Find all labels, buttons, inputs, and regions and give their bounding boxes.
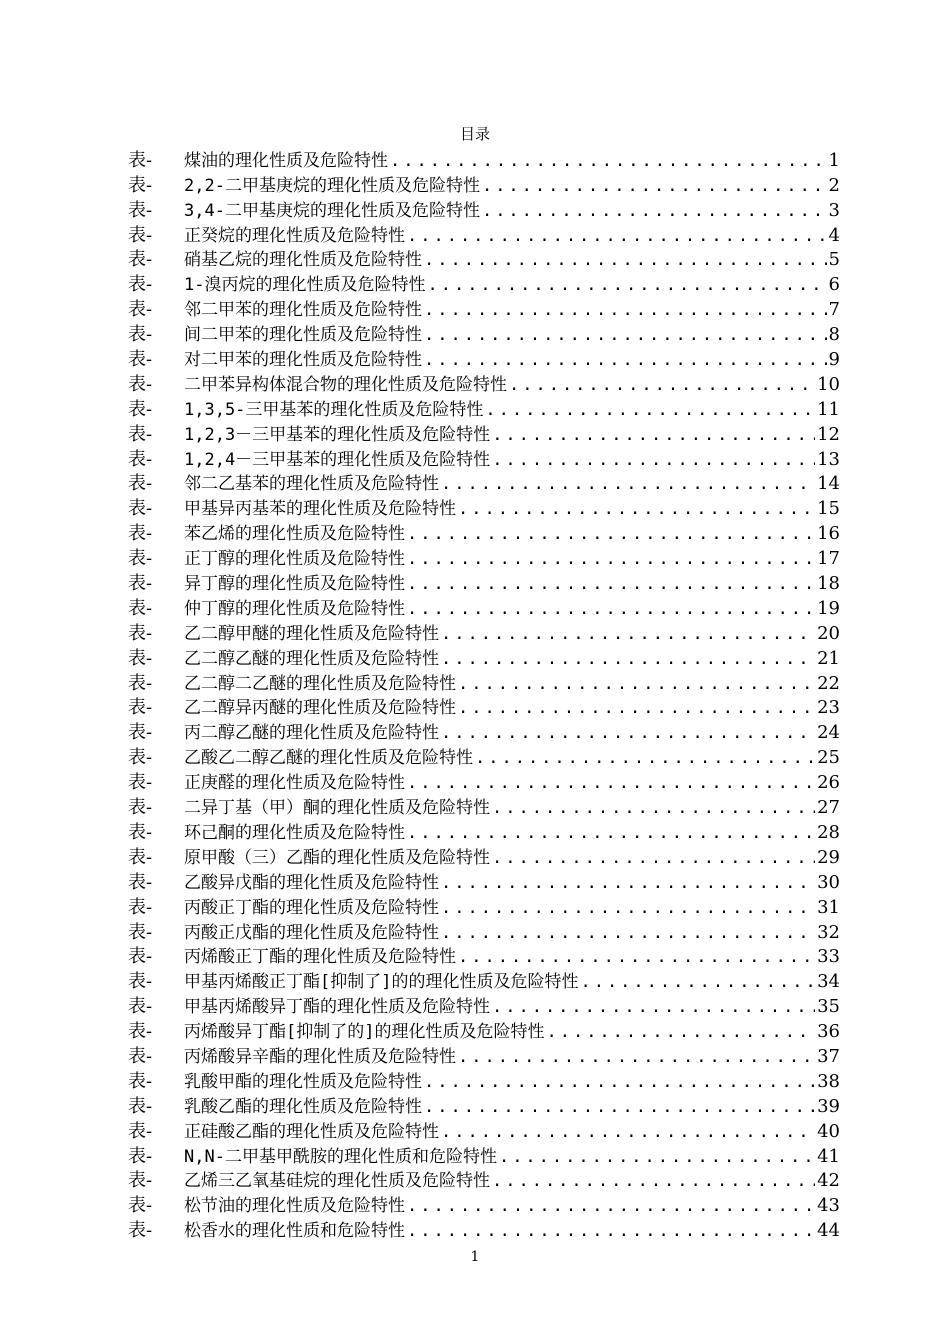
toc-entry-title: 丙酸正丁酯的理化性质及危险特性	[184, 897, 439, 918]
toc-entry-title: 松节油的理化性质及危险特性	[184, 1196, 405, 1217]
toc-entry[interactable]	[128, 671, 840, 696]
toc-entry-page-number: 28	[817, 821, 840, 843]
toc-entry-page-number: 24	[817, 722, 840, 744]
toc-entry-prefix: 表-	[128, 996, 153, 1018]
toc-entry-page-number: 14	[817, 473, 840, 495]
toc-entry-title: 丙酸正戊酯的理化性质及危险特性	[184, 922, 439, 943]
toc-dot-leader	[492, 995, 815, 1019]
toc-entry-page-number: 25	[817, 747, 840, 769]
toc-entry-title: 松香水的理化性质和危险特性	[184, 1221, 405, 1242]
toc-entry-page-number: 37	[817, 1045, 840, 1067]
toc-entry-title: 丙烯酸异辛酯的理化性质及危险特性	[184, 1046, 456, 1067]
toc-entry[interactable]	[128, 297, 840, 322]
toc-title: 目录	[459, 125, 490, 143]
toc-entry-prefix: 表-	[128, 349, 153, 371]
toc-entry-title: 1-溴丙烷的理化性质及危险特性	[184, 275, 426, 296]
toc-entry-title: 煤油的理化性质及危险特性	[184, 150, 388, 171]
toc-entry-prefix: 表-	[128, 299, 153, 321]
toc-dot-leader	[407, 572, 815, 596]
toc-entry-page-number: 39	[817, 1095, 840, 1117]
toc-entry-prefix: 表-	[128, 523, 153, 545]
toc-entry[interactable]	[128, 447, 840, 472]
toc-entry-prefix: 表-	[128, 672, 153, 694]
toc-entry-page-number: 5	[828, 249, 840, 271]
toc-entry-prefix: 表-	[128, 224, 153, 246]
toc-entry-prefix: 表-	[128, 1045, 153, 1067]
toc-entry-title: 3,4-二甲基庚烷的理化性质及危险特性	[184, 200, 480, 221]
toc-dot-leader	[407, 821, 815, 845]
toc-entry-title: 乙二醇异丙醚的理化性质及危险特性	[184, 698, 456, 719]
toc-entry-prefix: 表-	[128, 548, 153, 570]
toc-entry[interactable]	[128, 969, 840, 994]
toc-dot-leader	[424, 323, 827, 347]
toc-entry-prefix: 表-	[128, 1170, 153, 1192]
toc-entry[interactable]	[128, 546, 840, 571]
toc-entry[interactable]	[128, 646, 840, 671]
toc-entry-title: 对二甲苯的理化性质及危险特性	[184, 350, 422, 371]
toc-entry[interactable]	[128, 895, 840, 920]
toc-entry-title: 乳酸甲酯的理化性质及危险特性	[184, 1071, 422, 1092]
toc-entry[interactable]	[128, 1218, 840, 1243]
toc-entry-prefix: 表-	[128, 821, 153, 843]
toc-entry-page-number: 13	[817, 448, 840, 470]
toc-entry-page-number: 35	[817, 996, 840, 1018]
toc-entry[interactable]	[128, 596, 840, 621]
toc-entry-prefix: 表-	[128, 1095, 153, 1117]
toc-entry[interactable]	[128, 1119, 840, 1144]
toc-entry-prefix: 表-	[128, 697, 153, 719]
toc-entry-prefix: 表-	[128, 398, 153, 420]
toc-entry-page-number: 18	[817, 573, 840, 595]
toc-entry-prefix: 表-	[128, 797, 153, 819]
toc-entry-page-number: 16	[817, 523, 840, 545]
toc-entry-page-number: 21	[817, 647, 840, 669]
toc-dot-leader	[458, 497, 815, 521]
toc-dot-leader	[458, 945, 815, 969]
toc-entry-title: 环己酮的理化性质及危险特性	[184, 822, 405, 843]
toc-entry[interactable]	[128, 745, 840, 770]
toc-entry-page-number: 1	[828, 149, 840, 171]
toc-entry-prefix: 表-	[128, 921, 153, 943]
toc-entry[interactable]	[128, 198, 840, 223]
toc-entry[interactable]	[128, 322, 840, 347]
toc-dot-leader	[499, 1145, 815, 1169]
toc-entry-page-number: 7	[828, 299, 840, 321]
toc-entry-title: 1,3,5-三甲基苯的理化性质及危险特性	[184, 399, 484, 420]
toc-entry-title: 2,2-二甲基庚烷的理化性质及危险特性	[184, 175, 480, 196]
toc-entry-page-number: 40	[817, 1120, 840, 1142]
toc-entry[interactable]	[128, 472, 840, 497]
toc-dot-leader	[427, 273, 826, 297]
toc-entry-page-number: 9	[828, 349, 840, 371]
toc-entry[interactable]	[128, 920, 840, 945]
toc-dot-leader	[441, 472, 815, 496]
toc-entry-page-number: 10	[817, 373, 840, 395]
toc-entry-page-number: 44	[817, 1220, 840, 1242]
toc-dot-leader	[458, 672, 815, 696]
toc-entry-title: 正丁醇的理化性质及危险特性	[184, 549, 405, 570]
toc-entry-title: 仲丁醇的理化性质及危险特性	[184, 598, 405, 619]
toc-dot-leader	[482, 174, 827, 198]
toc-entry-page-number: 19	[817, 597, 840, 619]
toc-entry-prefix: 表-	[128, 199, 153, 221]
toc-dot-leader	[441, 622, 815, 646]
toc-dot-leader	[407, 547, 815, 571]
toc-entry-title: 间二甲苯的理化性质及危险特性	[184, 325, 422, 346]
toc-entry-title: 乙酸乙二醇乙醚的理化性质及危险特性	[184, 748, 473, 769]
toc-entry-prefix: 表-	[128, 324, 153, 346]
toc-entry-title: N,N-二甲基甲酰胺的理化性质和危险特性	[184, 1146, 497, 1167]
toc-entry[interactable]	[128, 820, 840, 845]
toc-entry[interactable]	[128, 795, 840, 820]
toc-entry-page-number: 15	[817, 498, 840, 520]
toc-entry[interactable]	[128, 347, 840, 372]
toc-entry[interactable]	[128, 521, 840, 546]
toc-entry-title: 苯乙烯的理化性质及危险特性	[184, 524, 405, 545]
toc-dot-leader	[492, 1169, 815, 1193]
toc-entry[interactable]	[128, 696, 840, 721]
toc-entry-prefix: 表-	[128, 871, 153, 893]
toc-entry-prefix: 表-	[128, 747, 153, 769]
toc-dot-leader	[441, 921, 815, 945]
toc-dot-leader	[441, 721, 815, 745]
toc-entry-page-number: 20	[817, 622, 840, 644]
toc-entry-title: 乙二醇二乙醚的理化性质及危险特性	[184, 673, 456, 694]
toc-entry-title: 乙二醇甲醚的理化性质及危险特性	[184, 623, 439, 644]
toc-entry[interactable]	[128, 1044, 840, 1069]
toc-dot-leader	[424, 1095, 815, 1119]
toc-entry-prefix: 表-	[128, 1120, 153, 1142]
toc-entry-title: 甲基丙烯酸正丁酯[抑制了]的的理化性质及危险特性	[184, 972, 579, 993]
toc-entry-title: 正庚醛的理化性质及危险特性	[184, 773, 405, 794]
toc-entry-prefix: 表-	[128, 423, 153, 445]
toc-dot-leader	[485, 398, 815, 422]
toc-entry-title: 丙烯酸异丁酯[抑制了的]的理化性质及危险特性	[184, 1022, 545, 1043]
toc-entry[interactable]	[128, 994, 840, 1019]
toc-entry-prefix: 表-	[128, 498, 153, 520]
toc-entry-page-number: 22	[817, 672, 840, 694]
toc-entry-page-number: 12	[817, 423, 840, 445]
toc-entry-page-number: 17	[817, 548, 840, 570]
toc-entry-title: 硝基乙烷的理化性质及危险特性	[184, 250, 422, 271]
toc-entry-title: 正硅酸乙酯的理化性质及危险特性	[184, 1121, 439, 1142]
toc-entry-prefix: 表-	[128, 896, 153, 918]
toc-entry[interactable]	[128, 571, 840, 596]
toc-dot-leader	[441, 871, 815, 895]
toc-entry[interactable]	[128, 1169, 840, 1194]
toc-dot-leader	[407, 522, 815, 546]
toc-entry[interactable]	[128, 770, 840, 795]
toc-entry-prefix: 表-	[128, 622, 153, 644]
toc-entry[interactable]	[128, 148, 840, 173]
toc-entry-prefix: 表-	[128, 971, 153, 993]
toc-entry-title: 乙烯三乙氧基硅烷的理化性质及危险特性	[184, 1171, 490, 1192]
toc-entry-page-number: 43	[817, 1195, 840, 1217]
toc-entry-prefix: 表-	[128, 846, 153, 868]
toc-dot-leader	[441, 1120, 815, 1144]
toc-entry-prefix: 表-	[128, 946, 153, 968]
toc-entry-prefix: 表-	[128, 274, 153, 296]
toc-dot-leader	[407, 771, 815, 795]
toc-dot-leader	[424, 348, 827, 372]
toc-entry-title: 正癸烷的理化性质及危险特性	[184, 225, 405, 246]
toc-entry-page-number: 32	[817, 921, 840, 943]
toc-dot-leader	[441, 647, 815, 671]
toc-entry-prefix: 表-	[128, 1195, 153, 1217]
toc-entry[interactable]	[128, 845, 840, 870]
toc-entry-title: 邻二乙基苯的理化性质及危险特性	[184, 474, 439, 495]
toc-entry-title: 邻二甲苯的理化性质及危险特性	[184, 300, 422, 321]
toc-dot-leader	[407, 597, 815, 621]
toc-entry-page-number: 41	[817, 1145, 840, 1167]
toc-entry-prefix: 表-	[128, 1070, 153, 1092]
toc-entry-page-number: 34	[817, 971, 840, 993]
toc-entry-title: 乳酸乙酯的理化性质及危险特性	[184, 1096, 422, 1117]
toc-dot-leader	[458, 696, 815, 720]
toc-entry[interactable]	[128, 621, 840, 646]
toc-entry[interactable]	[128, 422, 840, 447]
toc-entry-title: 二异丁基（甲）酮的理化性质及危险特性	[184, 798, 490, 819]
toc-entry-prefix: 表-	[128, 249, 153, 271]
toc-entry-prefix: 表-	[128, 1145, 153, 1167]
toc-entry-prefix: 表-	[128, 174, 153, 196]
toc-entry[interactable]	[128, 1094, 840, 1119]
toc-entry-prefix: 表-	[128, 772, 153, 794]
toc-entry-page-number: 11	[817, 398, 840, 420]
toc-entry-page-number: 26	[817, 772, 840, 794]
toc-entry-title: 乙二醇乙醚的理化性质及危险特性	[184, 648, 439, 669]
toc-dot-leader	[492, 448, 815, 472]
toc-entry-page-number: 36	[817, 1021, 840, 1043]
toc-dot-leader	[424, 1070, 815, 1094]
toc-entry-prefix: 表-	[128, 149, 153, 171]
toc-dot-leader	[492, 846, 815, 870]
toc-dot-leader	[407, 224, 827, 248]
toc-dot-leader	[407, 1194, 815, 1218]
toc-entry-prefix: 表-	[128, 373, 153, 395]
toc-entry[interactable]	[128, 1069, 840, 1094]
toc-entry-page-number: 6	[828, 274, 840, 296]
toc-entry[interactable]	[128, 1144, 840, 1169]
toc-entry-title: 二甲苯异构体混合物的理化性质及危险特性	[184, 374, 507, 395]
toc-dot-leader	[482, 199, 827, 223]
toc-entry-prefix: 表-	[128, 573, 153, 595]
toc-entry-prefix: 表-	[128, 1021, 153, 1043]
toc-entry-prefix: 表-	[128, 647, 153, 669]
toc-entry-page-number: 29	[817, 846, 840, 868]
toc-list	[128, 148, 840, 1243]
toc-entry[interactable]	[128, 1019, 840, 1044]
toc-entry-page-number: 8	[828, 324, 840, 346]
toc-entry-prefix: 表-	[128, 1220, 153, 1242]
toc-entry[interactable]	[128, 223, 840, 248]
toc-entry-title: 甲基丙烯酸异丁酯的理化性质及危险特性	[184, 997, 490, 1018]
toc-entry-page-number: 31	[817, 896, 840, 918]
toc-entry-page-number: 33	[817, 946, 840, 968]
toc-entry[interactable]	[128, 496, 840, 521]
toc-entry[interactable]	[128, 720, 840, 745]
toc-entry[interactable]	[128, 248, 840, 273]
toc-entry-title: 1,2,4－三甲基苯的理化性质及危险特性	[184, 449, 491, 470]
toc-entry-page-number: 42	[817, 1170, 840, 1192]
toc-entry[interactable]	[128, 272, 840, 297]
toc-entry[interactable]	[128, 1193, 840, 1218]
toc-entry[interactable]	[128, 397, 840, 422]
toc-entry-page-number: 38	[817, 1070, 840, 1092]
toc-entry-prefix: 表-	[128, 473, 153, 495]
toc-entry-prefix: 表-	[128, 597, 153, 619]
toc-dot-leader	[458, 1045, 815, 1069]
toc-entry-prefix: 表-	[128, 448, 153, 470]
toc-dot-leader	[580, 970, 815, 994]
toc-entry-page-number: 2	[828, 174, 840, 196]
toc-dot-leader	[407, 1219, 815, 1243]
toc-entry-title: 甲基异丙基苯的理化性质及危险特性	[184, 499, 456, 520]
toc-dot-leader	[475, 746, 815, 770]
toc-entry[interactable]	[128, 372, 840, 397]
toc-dot-leader	[441, 896, 815, 920]
toc-entry-page-number: 3	[828, 199, 840, 221]
toc-entry[interactable]	[128, 173, 840, 198]
toc-entry-title: 乙酸异戊酯的理化性质及危险特性	[184, 872, 439, 893]
toc-entry-page-number: 30	[817, 871, 840, 893]
toc-entry[interactable]	[128, 870, 840, 895]
toc-entry-title: 原甲酸（三）乙酯的理化性质及危险特性	[184, 847, 490, 868]
toc-entry-page-number: 23	[817, 697, 840, 719]
toc-entry-prefix: 表-	[128, 722, 153, 744]
toc-entry-title: 异丁醇的理化性质及危险特性	[184, 574, 405, 595]
toc-entry-title: 丙烯酸正丁酯的理化性质及危险特性	[184, 947, 456, 968]
page-number: 1	[470, 1249, 480, 1265]
toc-dot-leader	[509, 373, 815, 397]
toc-dot-leader	[492, 423, 815, 447]
toc-entry-title: 1,2,3－三甲基苯的理化性质及危险特性	[184, 424, 491, 445]
toc-entry-page-number: 27	[817, 797, 840, 819]
toc-dot-leader	[546, 1020, 815, 1044]
toc-entry-page-number: 4	[828, 224, 840, 246]
toc-entry-title: 丙二醇乙醚的理化性质及危险特性	[184, 723, 439, 744]
toc-entry[interactable]	[128, 945, 840, 970]
toc-dot-leader	[424, 298, 827, 322]
toc-dot-leader	[492, 796, 815, 820]
toc-dot-leader	[390, 149, 827, 173]
toc-dot-leader	[424, 248, 827, 272]
